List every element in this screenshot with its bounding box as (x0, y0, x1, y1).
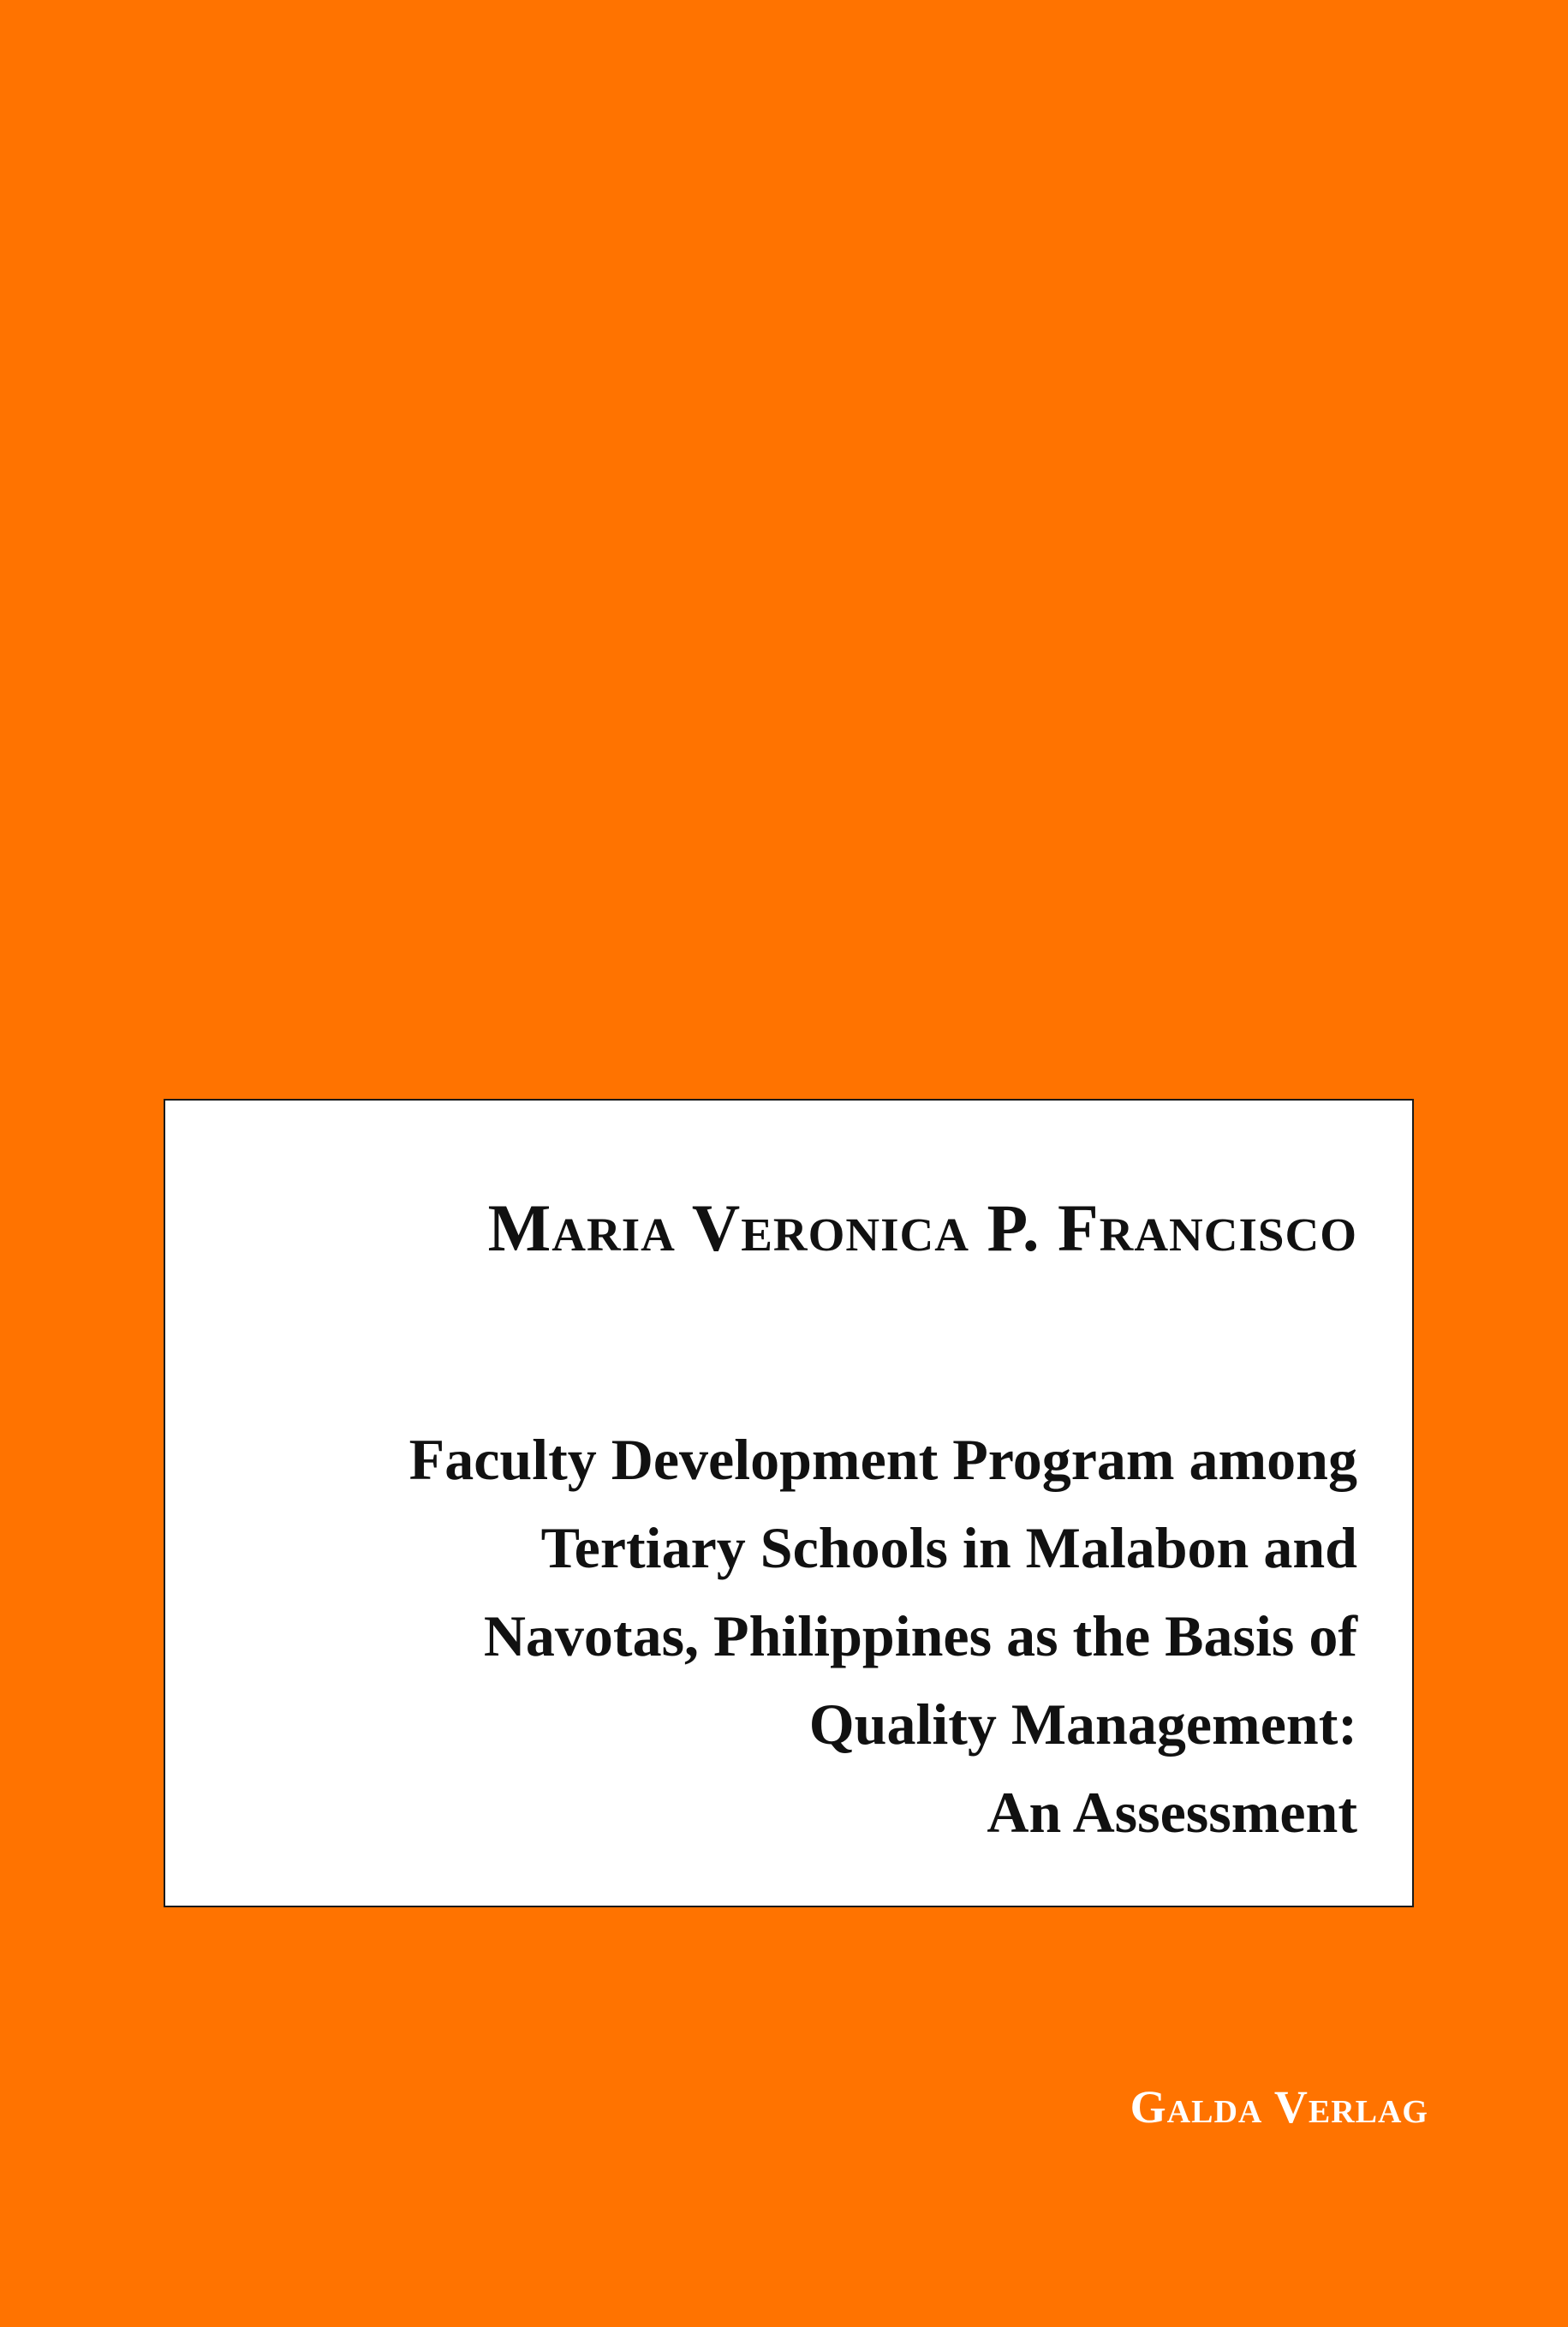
title-line-2: Tertiary Schools in Malabon and (540, 1515, 1357, 1580)
title-line-4: Quality Management: (808, 1692, 1357, 1757)
title-line-1: Faculty Development Program among (408, 1427, 1357, 1492)
book-title (409, 1416, 1357, 1857)
title-line-3: Navotas, Philippines as the Basis of (483, 1603, 1357, 1668)
publisher-name: Galda Verlag (1130, 2081, 1428, 2133)
title-panel (164, 1099, 1414, 1907)
author-name: Maria Veronica P. Francisco (487, 1190, 1357, 1265)
title-line-5: An Assessment (987, 1780, 1357, 1845)
